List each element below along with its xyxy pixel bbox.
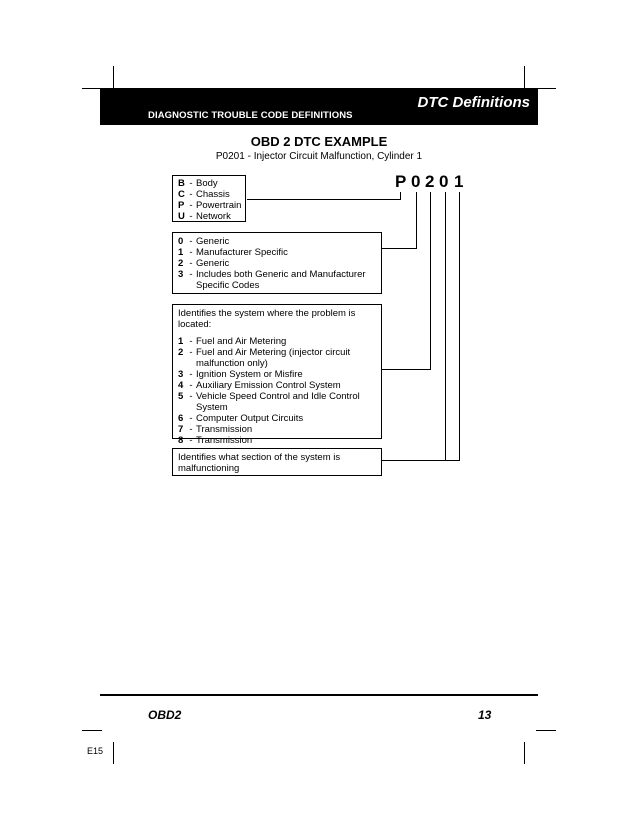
example-title: OBD 2 DTC EXAMPLE [250,134,388,149]
connector-line [247,199,401,200]
item-text: Vehicle Speed Control and Idle Control System [196,391,360,413]
item-key: 7 [178,424,184,435]
connector-line [382,460,460,461]
item-key: B [178,178,185,189]
list-item: C - Chassis [178,189,245,200]
connector-line [445,192,446,461]
crop-mark [82,730,102,731]
footer-label: OBD2 [148,708,182,722]
crop-mark [536,730,556,731]
malfunction-section-box [172,448,382,476]
item-text: Manufacturer Specific [196,247,288,258]
item-key: C [178,189,185,200]
list-item: B - Body [178,178,245,189]
list-item: 6 - Computer Output Circuits [178,413,375,424]
item-text: Includes both Generic and Manufacturer Specific Codes [196,269,366,291]
list-item: 2 - Fuel and Air Metering (injector circuit malfunction only) [178,347,375,369]
item-key: 3 [178,369,184,380]
item-key: 1 [178,247,184,258]
crop-mark [82,88,102,89]
item-key: 6 [178,413,184,424]
item-text: Fuel and Air Metering (injector circuit malfunction only) [196,347,351,369]
item-text: Body [196,178,218,189]
page-number: 13 [478,708,492,722]
item-key: 0 [178,236,184,247]
system-location-box [172,304,382,446]
system-type-box [172,175,246,222]
code-char-2: 2 [425,172,435,191]
item-key: 5 [178,391,184,402]
item-key: 2 [178,258,184,269]
section-subtitle: DIAGNOSTIC TROUBLE CODE DEFINITIONS [148,110,353,121]
connector-line [382,248,417,249]
item-text: Generic [196,258,230,269]
section-title: DTC Definitions [417,94,530,111]
item-key: 3 [178,269,184,280]
list-item: 8 - Transmission [178,435,375,446]
connector-line [416,192,417,249]
list-item: 3 - Includes both Generic and Manufacturer Specific Codes [178,269,375,291]
code-char-p: P [395,172,407,191]
item-text: Chassis [196,189,230,200]
item-key: 4 [178,380,184,391]
example-subtitle: P0201 - Injector Circuit Malfunction, Cylinder 1 [215,151,423,162]
item-text: Auxiliary Emission Control System [196,380,341,391]
connector-line [382,369,431,370]
item-text: Fuel and Air Metering [196,336,287,347]
header-bar [100,88,538,125]
list-item: 1 - Manufacturer Specific [178,247,375,258]
list-item: 4 - Auxiliary Emission Control System [178,380,375,391]
item-text: Computer Output Circuits [196,413,304,424]
connector-line [459,192,460,461]
item-key: 1 [178,336,184,347]
item-text: Network [196,211,231,222]
code-char-0a: 0 [411,172,421,191]
item-text: Generic [196,236,230,247]
item-text: Powertrain [196,200,242,211]
item-text: Transmission [196,435,253,446]
crop-mark [113,66,114,88]
crop-mark [524,742,525,764]
code-type-box [172,232,382,294]
crop-mark [524,66,525,88]
edge-label: E15 [87,746,104,756]
connector-line [430,192,431,370]
crop-mark [536,88,556,89]
connector-line [400,192,401,200]
list-item: 7 - Transmission [178,424,375,435]
item-key: 8 [178,435,184,446]
item-text: Transmission [196,424,253,435]
footer-rule [100,694,538,696]
item-key: P [178,200,185,211]
item-key: U [178,211,185,222]
list-item: 1 - Fuel and Air Metering [178,336,375,347]
list-item: 2 - Generic [178,258,375,269]
list-item: 3 - Ignition System or Misfire [178,369,375,380]
code-char-0b: 0 [439,172,449,191]
item-text: Ignition System or Misfire [196,369,303,380]
list-item: U - Network [178,211,245,222]
list-item: 0 - Generic [178,236,375,247]
box-text: Identifies what section of the system is malfunctioning [178,452,341,474]
list-item: P - Powertrain [178,200,245,211]
crop-mark [113,742,114,764]
list-item: 5 - Vehicle Speed Control and Idle Control System [178,391,375,413]
code-char-1: 1 [454,172,464,191]
box-intro: Identifies the system where the problem is located: [178,308,356,330]
item-key: 2 [178,347,184,358]
